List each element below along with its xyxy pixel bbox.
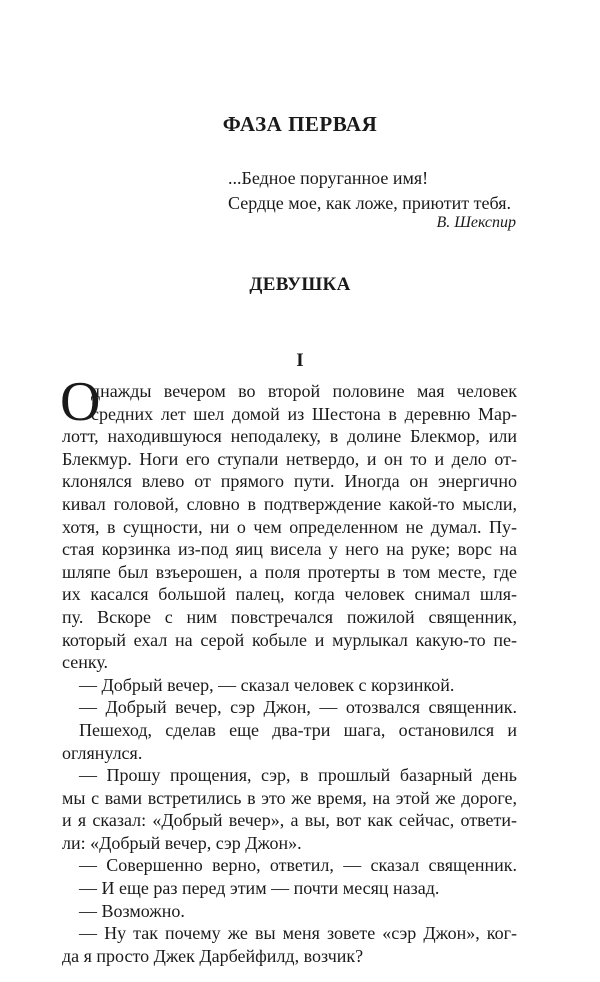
text-line: да я просто Джек Дарбейфилд, возчик? bbox=[62, 945, 364, 966]
text-line: оглянулся. bbox=[62, 742, 143, 763]
section-number: I bbox=[296, 350, 304, 371]
text-line: хотя, в сущности, ни о чем определенном не думал. Пу- bbox=[62, 516, 517, 537]
text-line: который ехал на серой кобыле и мурлыкал какую-то пе- bbox=[62, 629, 517, 650]
text-line: пу. Вскоре с ним повстречался пожилой священник, bbox=[62, 606, 517, 627]
text-line: — Прошу прощения, сэр, в прошлый базарный день bbox=[79, 765, 517, 786]
epigraph-line: ...Бедное поруганное имя! bbox=[228, 168, 429, 188]
text-line: клонялся влево от прямого пути. Иногда он энергично bbox=[62, 471, 517, 492]
text-line: — Добрый вечер, сэр Джон, — отозвался священник. bbox=[79, 697, 517, 718]
text-line: Блекмур. Ноги его ступали нетвердо, и он то и дело от- bbox=[62, 448, 517, 469]
text-line: — Совершенно верно, ответил, — сказал священник. bbox=[79, 855, 517, 876]
text-line: и я сказал: «Добрый вечер», а вы, вот как сейчас, ответи- bbox=[62, 810, 517, 831]
text-line: кивал головой, словно в подтверждение какой-то мысли, bbox=[62, 493, 517, 514]
text-line: шляпе был взъерошен, а поля протерты в том месте, где bbox=[62, 561, 517, 582]
body-text bbox=[60, 371, 517, 967]
text-line: средних лет шел домой из Шестона в деревню Мар- bbox=[91, 403, 517, 424]
drop-cap: О bbox=[60, 371, 101, 433]
epigraph-author: В. Шекспир bbox=[436, 214, 516, 231]
text-line: днажды вечером во второй половине мая человек bbox=[91, 381, 517, 401]
epigraph-line: Сердце мое, как ложе, приютит тебя. bbox=[228, 193, 511, 213]
text-line: лотт, находившуюся неподалеку, в долине Блекмор, или bbox=[62, 426, 517, 447]
text-line: — Добрый вечер, — сказал человек с корзинкой. bbox=[79, 674, 455, 695]
text-line: Пешеход, сделав еще два-три шага, остановился и bbox=[79, 719, 517, 740]
text-line: стая корзинка из-под яиц висела у него на руке; ворс на bbox=[62, 539, 517, 560]
chapter-title: ДЕВУШКА bbox=[249, 274, 351, 295]
text-line: их касался большой палец, когда человек снимал шля- bbox=[62, 584, 517, 605]
text-line: сенку. bbox=[62, 652, 109, 673]
part-title: ФАЗА ПЕРВАЯ bbox=[222, 112, 378, 136]
text-line: — Возможно. bbox=[79, 900, 185, 921]
text-line: ли: «Добрый вечер, сэр Джон». bbox=[62, 832, 302, 853]
text-line: — И еще раз перед этим — почти месяц назад. bbox=[79, 878, 440, 899]
epigraph bbox=[228, 166, 516, 216]
text-line: мы с вами встретились в это же время, на этой же дороге, bbox=[62, 787, 517, 808]
text-line: — Ну так почему же вы меня зовете «сэр Джон», ког- bbox=[79, 923, 517, 944]
